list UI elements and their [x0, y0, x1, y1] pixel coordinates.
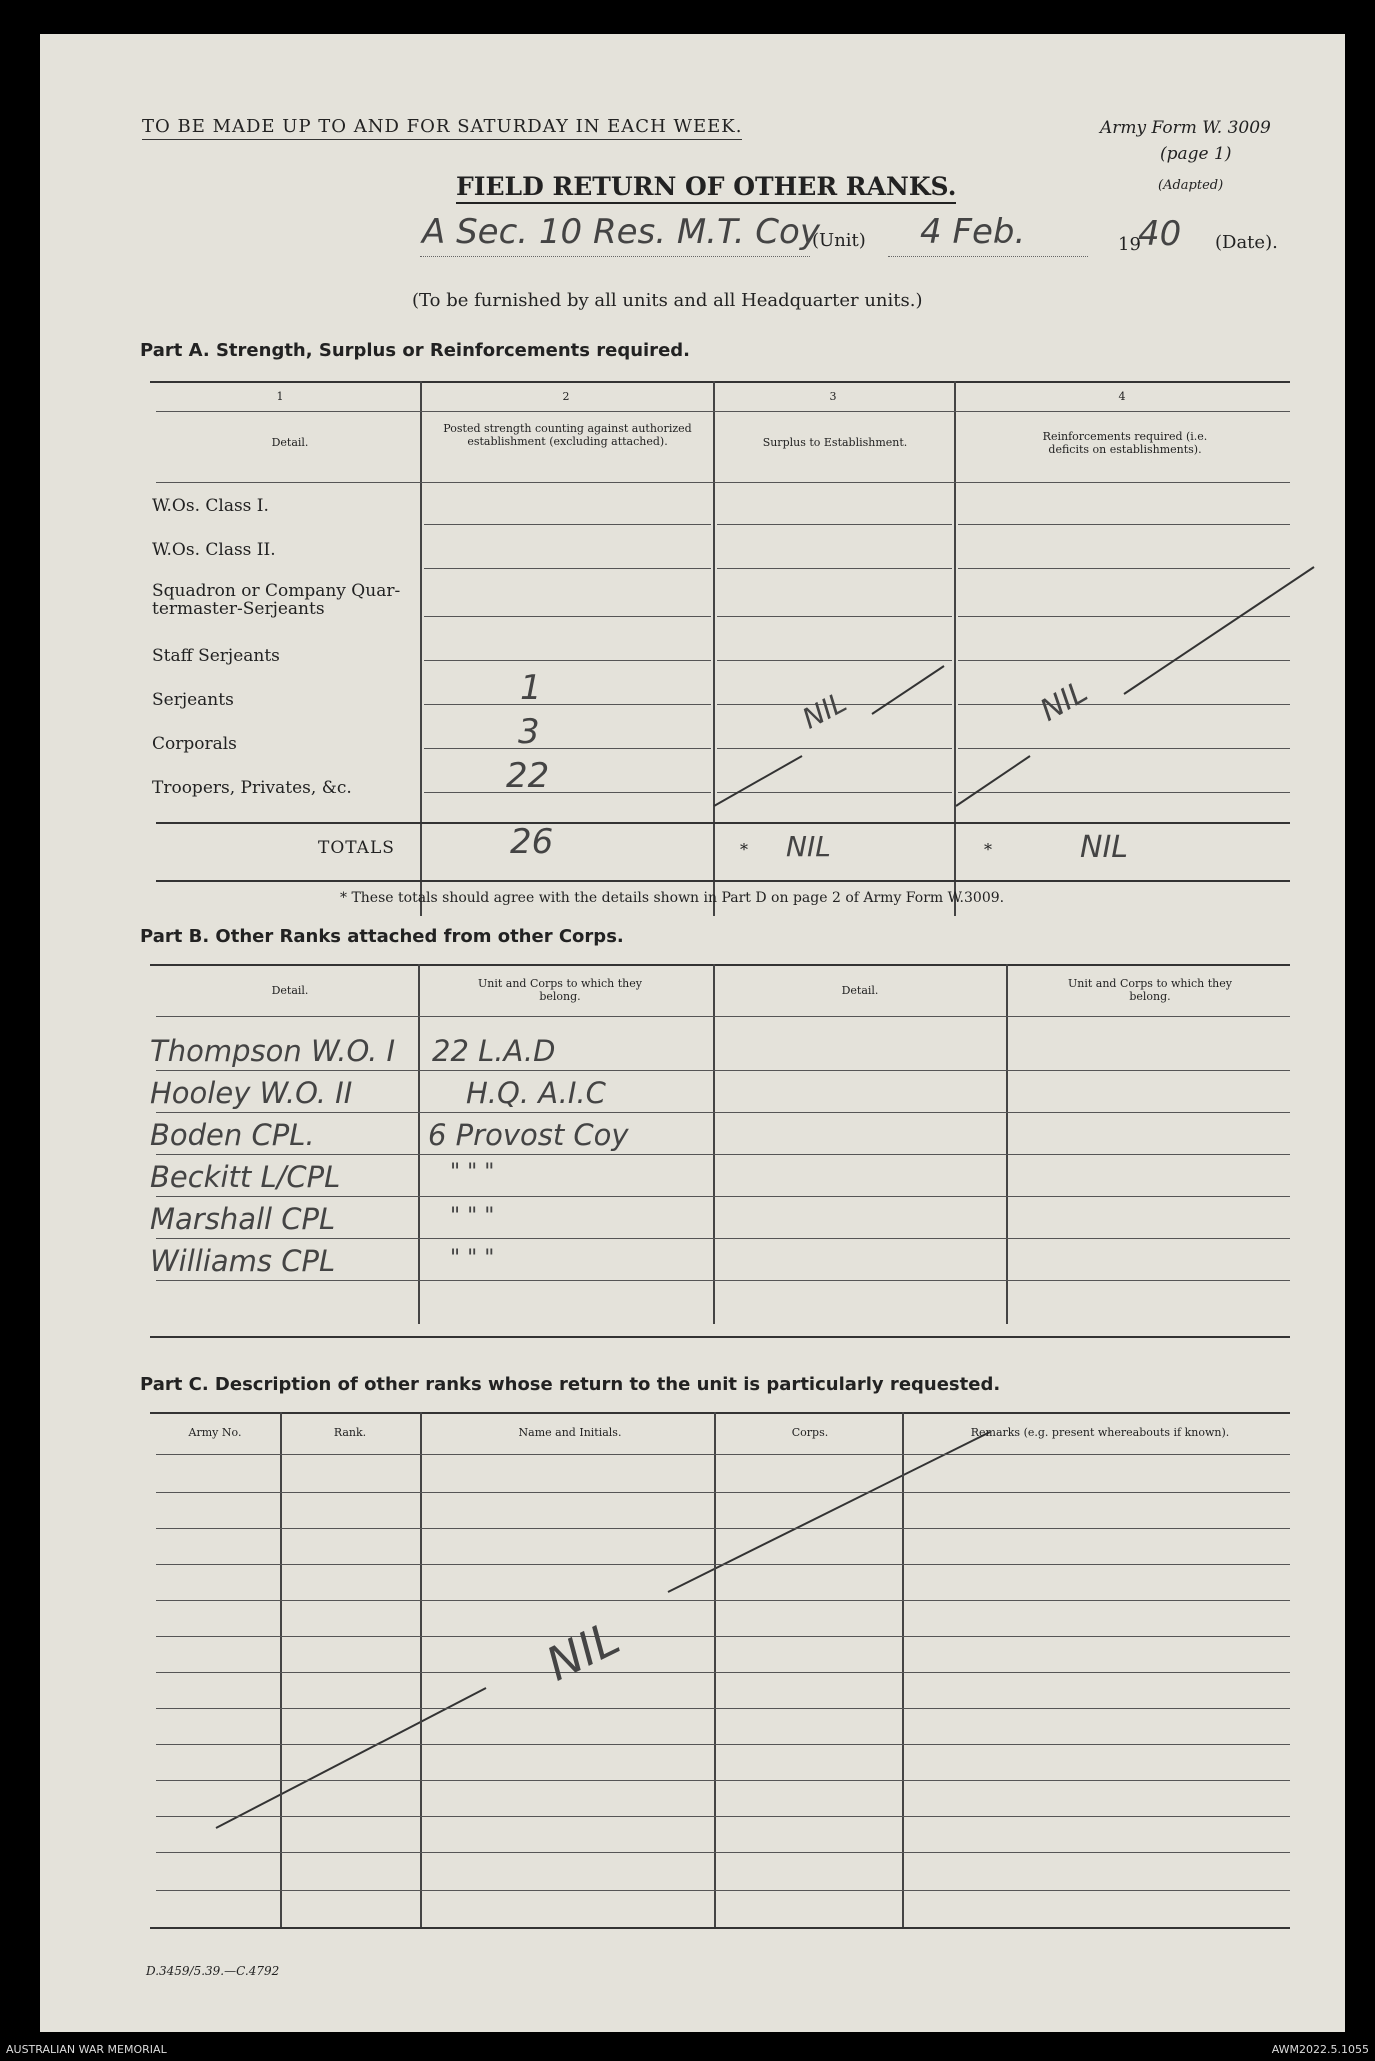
part-b-detail-williams: Williams CPL — [150, 1244, 336, 1278]
part-c-header-remarks: Remarks (e.g. present whereabouts if known). — [970, 1426, 1230, 1439]
col-header-posted: Posted strength counting against authorized establishment (excluding attached). — [443, 422, 692, 448]
totals-label: TOTALS — [318, 838, 395, 858]
part-b-detail-thompson: Thompson W.O. I — [150, 1034, 396, 1068]
totals-surplus-asterisk: * — [740, 840, 748, 859]
adapted-label: (Adapted) — [1158, 178, 1224, 193]
part-b-detail-boden: Boden CPL. — [150, 1118, 315, 1152]
row-label-serjeants: Serjeants — [152, 690, 234, 710]
posted-corporals: 3 — [518, 712, 540, 752]
part-c-header-army-no: Army No. — [188, 1426, 242, 1439]
form-title: FIELD RETURN OF OTHER RANKS. — [456, 172, 956, 204]
unit-value: A Sec. 10 Res. M.T. Coy — [422, 212, 820, 252]
subtitle: (To be furnished by all units and all Headquarter units.) — [412, 290, 923, 311]
year-prefix: 19 — [1118, 234, 1141, 255]
reinforcements-nil-mark: NIL — [1034, 674, 1094, 729]
footer-left: AUSTRALIAN WAR MEMORIAL — [6, 2043, 167, 2056]
nil-strike-lines — [40, 34, 1345, 2032]
date-value: 4 Feb. — [920, 212, 1026, 252]
form-sheet — [40, 34, 1345, 2032]
surplus-nil-mark: NIL — [796, 685, 852, 736]
part-b-detail-hooley: Hooley W.O. II — [150, 1076, 353, 1110]
row-label-cqms: Squadron or Company Quar-termaster-Serjeants — [152, 581, 401, 619]
part-b-heading: Part B. Other Ranks attached from other Corps. — [140, 926, 624, 947]
totals-surplus: NIL — [786, 830, 831, 863]
col-header-surplus: Surplus to Establishment. — [762, 436, 908, 449]
part-b-header-detail-1: Detail. — [271, 984, 309, 997]
col-number-2: 2 — [562, 390, 570, 403]
archive-footer — [0, 2037, 1375, 2061]
part-b-detail-marshall: Marshall CPL — [150, 1202, 336, 1236]
part-a-footnote: * These totals should agree with the details shown in Part D on page 2 of Army Form W.3009. — [340, 890, 1005, 906]
row-label-corporals: Corporals — [152, 734, 237, 754]
part-a-heading: Part A. Strength, Surplus or Reinforcements required. — [140, 340, 690, 361]
date-label: (Date). — [1215, 232, 1278, 253]
part-c-header-corps: Corps. — [791, 1426, 829, 1439]
part-b-header-unit-2: Unit and Corps to which they belong. — [1068, 977, 1232, 1003]
footer-right: AWM2022.5.1055 — [1271, 2043, 1369, 2056]
part-b-detail-beckitt: Beckitt L/CPL — [150, 1160, 341, 1194]
unit-label: (Unit) — [812, 230, 866, 251]
part-b-unit-beckitt: " " " — [450, 1160, 495, 1185]
totals-reinforcements-asterisk: * — [984, 840, 992, 859]
totals-posted: 26 — [510, 822, 554, 862]
col-number-3: 3 — [829, 390, 837, 403]
part-b-unit-boden: 6 Provost Coy — [428, 1118, 629, 1152]
year-value: 40 — [1138, 214, 1182, 254]
posted-troopers: 22 — [506, 756, 550, 796]
row-label-wo-class-2: W.Os. Class II. — [152, 540, 276, 560]
col-number-1: 1 — [276, 390, 284, 403]
part-c-header-rank: Rank. — [333, 1426, 367, 1439]
part-b-unit-hooley: H.Q. A.I.C — [466, 1076, 606, 1110]
row-label-staff-serjeants: Staff Serjeants — [152, 646, 280, 666]
page-label: (page 1) — [1160, 144, 1232, 164]
col-number-4: 4 — [1118, 390, 1126, 403]
print-code: D.3459/5.39.—C.4792 — [146, 1964, 280, 1978]
form-id: Army Form W. 3009 — [1100, 118, 1271, 138]
row-label-wo-class-1: W.Os. Class I. — [152, 496, 269, 516]
part-b-unit-thompson: 22 L.A.D — [432, 1034, 556, 1068]
part-b-unit-marshall: " " " — [450, 1204, 495, 1229]
posted-serjeants: 1 — [520, 668, 542, 708]
instruction-text: TO BE MADE UP TO AND FOR SATURDAY IN EACH WEEK. — [142, 116, 742, 140]
part-b-unit-williams: " " " — [450, 1246, 495, 1271]
totals-reinforcements: NIL — [1080, 830, 1129, 865]
col-header-detail: Detail. — [271, 436, 309, 449]
part-b-header-detail-2: Detail. — [841, 984, 879, 997]
part-c-heading: Part C. Description of other ranks whose return to the unit is particularly requested. — [140, 1374, 1001, 1395]
part-c-nil-mark: NIL — [537, 1610, 628, 1692]
part-c-header-name: Name and Initials. — [518, 1426, 622, 1439]
row-label-troopers: Troopers, Privates, &c. — [152, 778, 352, 798]
part-b-header-unit-1: Unit and Corps to which they belong. — [478, 977, 642, 1003]
col-header-reinforcements: Reinforcements required (i.e. deficits on establishments). — [1042, 430, 1208, 456]
